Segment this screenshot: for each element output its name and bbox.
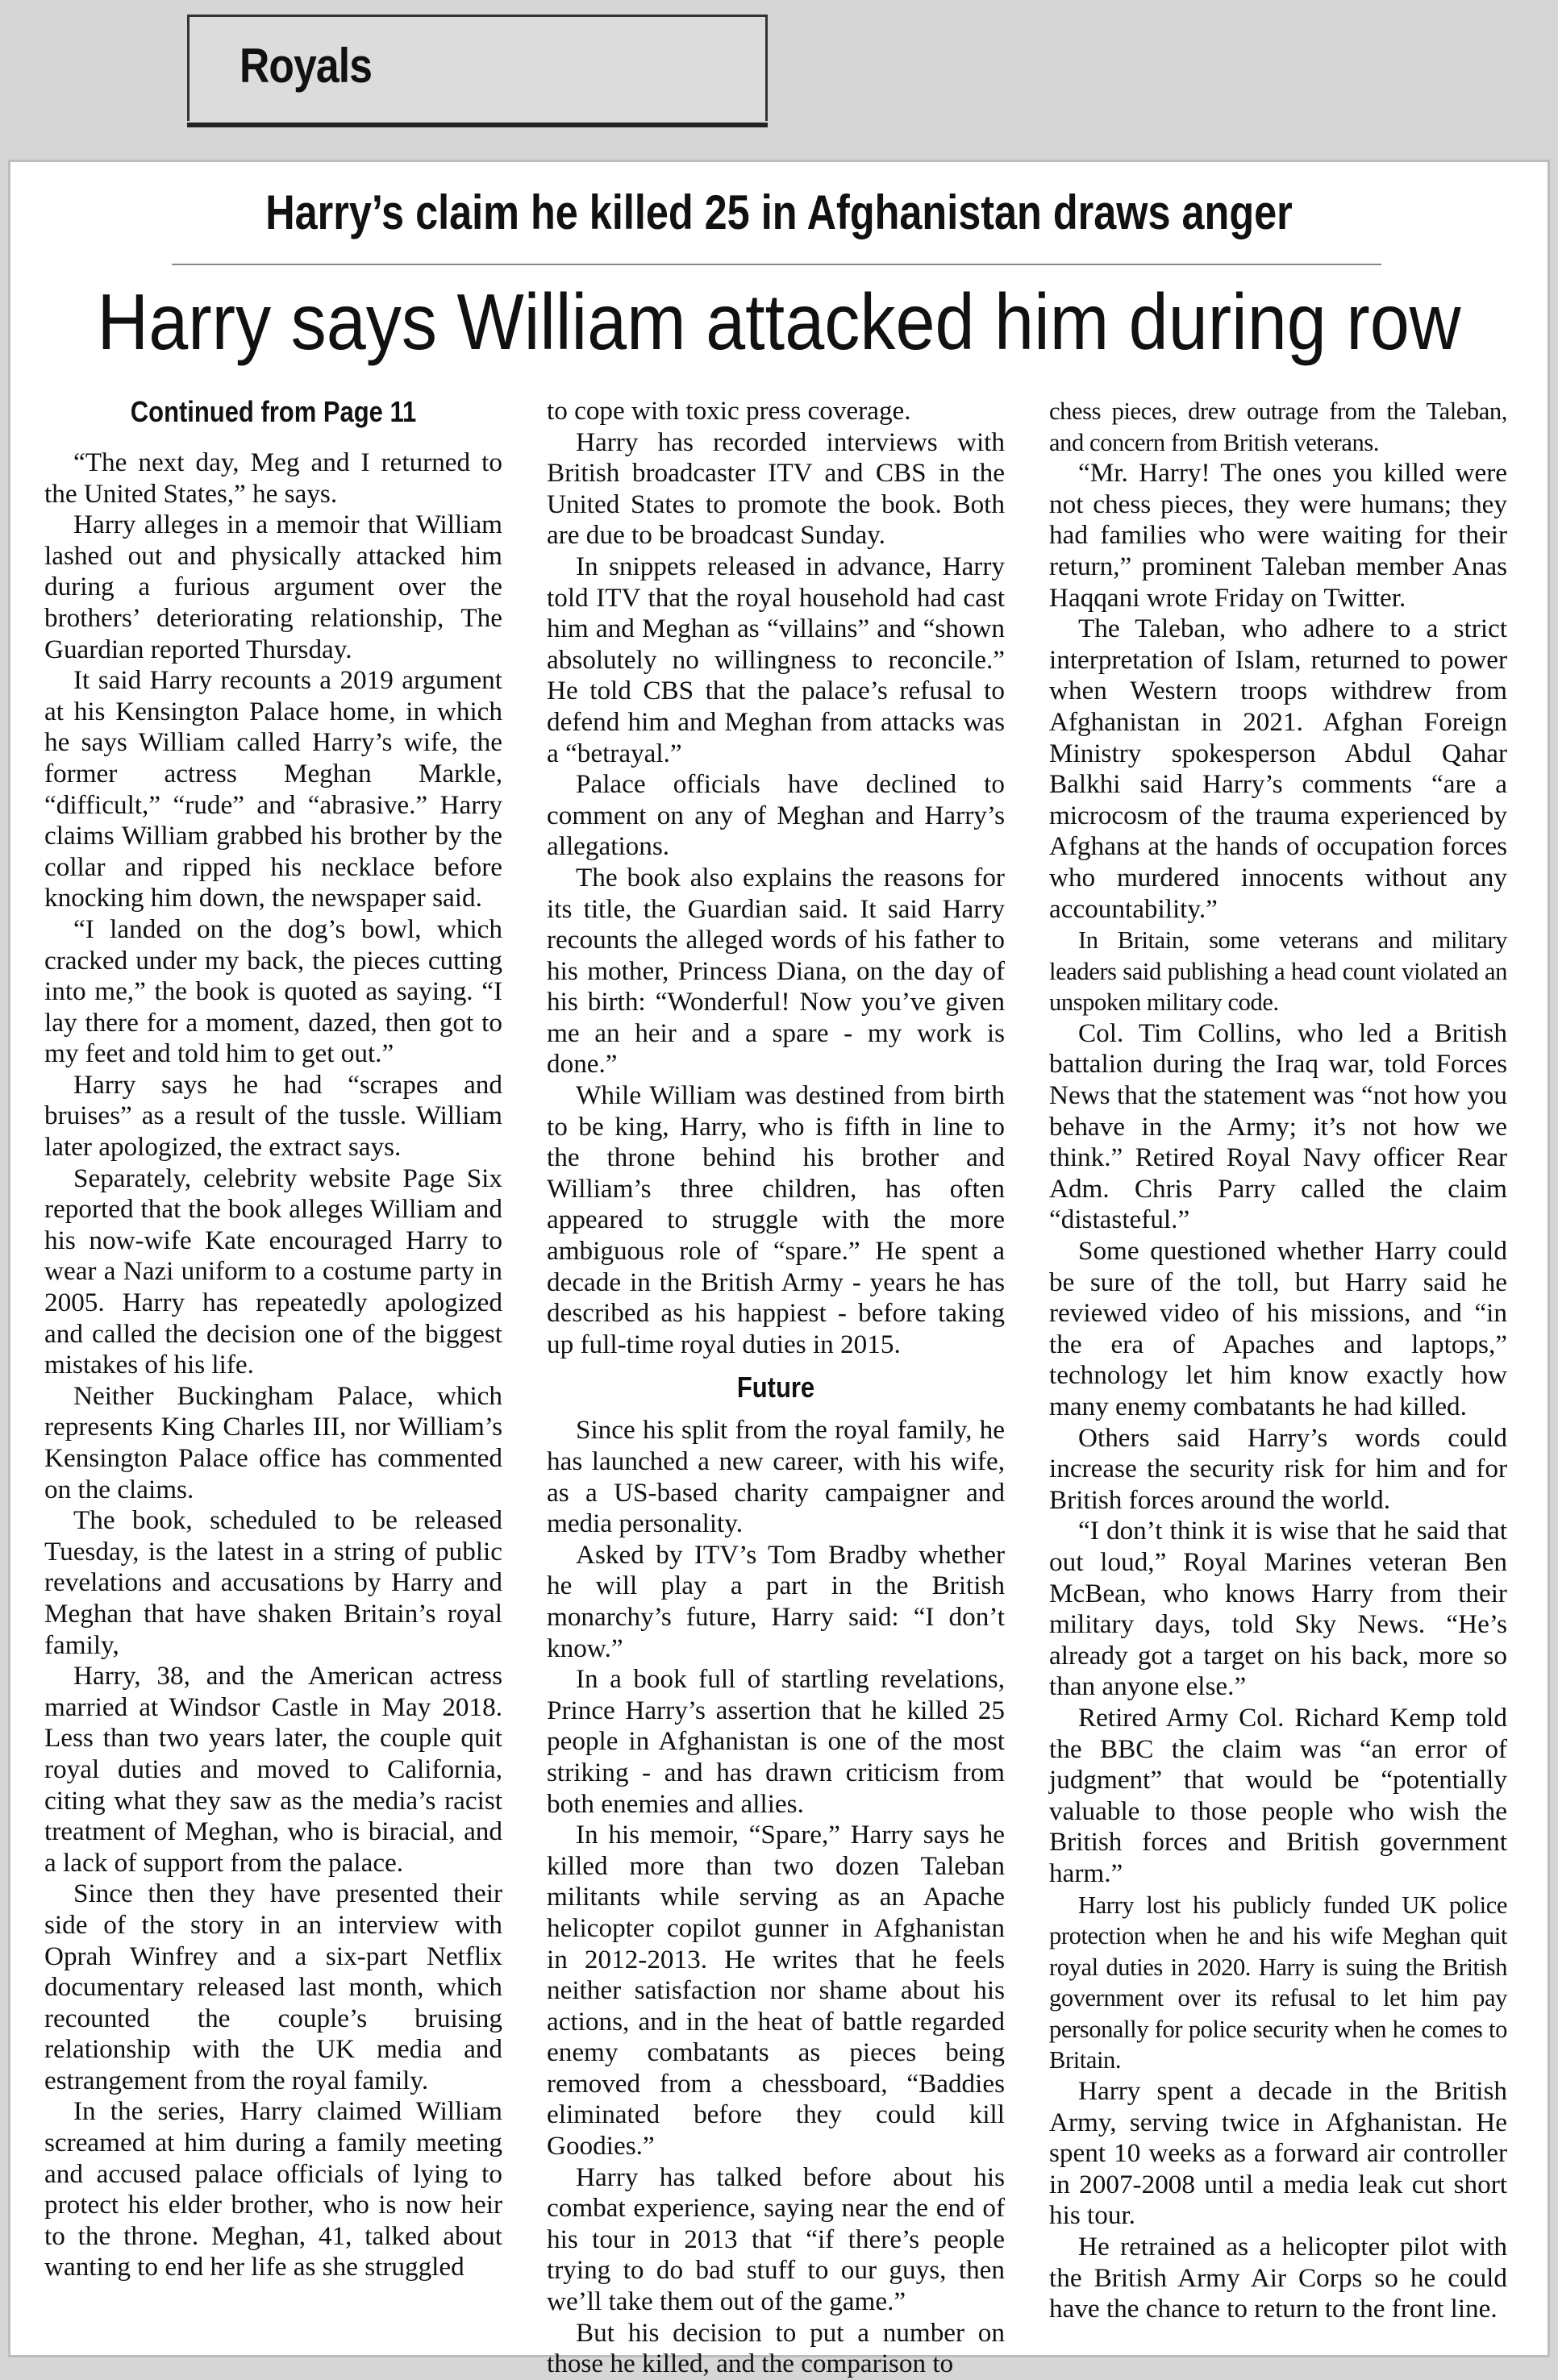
article-paragraph: Harry, 38, and the American actress married at Windsor Castle in May 2018. Less than two years later, the couple quit royal duties and moved to California, citing what they saw as the media’s racist treatment of Meghan, who is biracial, and a lack of support from the palace. — [44, 1661, 502, 1878]
article-paragraph: Harry spent a decade in the British Army, serving twice in Afghanistan. He spent 10 weeks as a forward air controller in 2007-2008 until a media leak cut short his tour. — [1049, 2076, 1507, 2231]
article-paragraph: The Taleban, who adhere to a strict interpretation of Islam, returned to power when Western troops withdrew from Afghanistan in 2021. Afghan Foreign Ministry spokesperson Abdul Qahar Balkhi said Harry’s comments “are a microcosm of the trauma experienced by Afghans at the hands of occupation forces who murdered innocents without any accountability.” — [1049, 614, 1507, 924]
article-paragraph: Harry has talked before about his combat experience, saying near the end of his tour in 2013 that “if there’s people trying to do bad stuff to our guys, then we’ll take them out of the game.” — [547, 2162, 1005, 2317]
article-paragraph: The book, scheduled to be released Tuesday, is the latest in a string of public revelations and accusations by Harry and Meghan that have shaken Britain’s royal family, — [44, 1505, 502, 1660]
section-tab — [187, 15, 768, 121]
section-label: Royals — [240, 39, 373, 93]
article-paragraph: to cope with toxic press coverage. — [547, 396, 911, 426]
future-subhead: Future — [736, 1371, 815, 1404]
article-paragraph: In a book full of startling revelations, Prince Harry’s assertion that he killed 25 people in Afghanistan is one of the most striking - and has drawn criticism from both enemies and allies. — [547, 1664, 1005, 1819]
article-paragraph: Harry has recorded interviews with British broadcaster ITV and CBS in the United States to promote the book. Both are due to be broadcast Sunday. — [547, 426, 1005, 551]
article-paragraph: Separately, celebrity website Page Six reported that the book alleges William and his now-wife Kate encouraged Harry to wear a Nazi uniform to a costume party in 2005. Harry has repeatedly apologized and called the decision one of the biggest mistakes of his life. — [44, 1163, 502, 1380]
article-paragraph: Harry alleges in a memoir that William lashed out and physically attacked him during a furious argument over the brothers’ deteriorating relationship, The Guardian reported Thursday. — [44, 510, 502, 664]
article-paragraph: Palace officials have declined to comment on any of Meghan and Harry’s allegations. — [547, 769, 1005, 862]
article-paragraph: Asked by ITV’s Tom Bradby whether he will play a part in the British monarchy’s future, Harry said: “I don’t know.” — [547, 1539, 1005, 1663]
article-paragraph: He retrained as a helicopter pilot with the British Army Air Corps so he could have the chance to return to the front line. — [1049, 2232, 1507, 2324]
article-panel — [8, 160, 1550, 2379]
article-paragraph: Since his split from the royal family, he has launched a new career, with his wife, as a US-based charity campaigner and media personality. — [547, 1415, 1005, 1539]
article-paragraph: Retired Army Col. Richard Kemp told the BBC the claim was “an error of judgment” that would be “potentially valuable to those people who wish the British forces and British government harm.” — [1049, 1702, 1507, 1888]
article-paragraph: In Britain, some veterans and military leaders said publishing a head count violated an unspoken military code. — [1049, 926, 1507, 1017]
continued-label: Continued from Page 11 — [130, 395, 417, 428]
article-paragraph: In his memoir, “Spare,” Harry says he killed more than two dozen Taleban militants while serving as an Apache helicopter copilot gunner in Afghanistan in 2012-2013. He writes that he feels neither satisfaction nor shame about his actions, and in the heat of battle regarded enemy combatants as pieces being removed from a chessboard, “Baddies eliminated before they could kill Goodies.” — [547, 1820, 1005, 2162]
article-paragraph: “The next day, Meg and I returned to the United States,” he says. — [44, 447, 502, 509]
article-paragraph: But his decision to put a number on those he killed, and the comparison to — [547, 2317, 1005, 2379]
article-paragraph: “I landed on the dog’s bowl, which cracked under my back, the pieces cutting into me,” the book is quoted as saying. “I lay there for a moment, dazed, then got to my feet and told him to get out.” — [44, 913, 502, 1069]
column-2-body-bottom — [547, 1415, 1005, 2379]
article-column-1 — [44, 396, 502, 2283]
article-paragraph: In snippets released in advance, Harry told ITV that the royal household had cast him and Meghan as “villains” and “shown absolutely no willingness to reconcile.” He told CBS that the palace’s refusal to defend him and Meghan from attacks was a “betrayal.” — [547, 551, 1005, 768]
column-3-body — [1049, 396, 1507, 2325]
article-paragraph: It said Harry recounts a 2019 argument at his Kensington Palace home, in which he says William called Harry’s wife, the former actress Meghan Markle, “difficult,” “rude” and “abrasive.” Harry claims William grabbed his brother by the collar and ripped his necklace before knocking him down, the newspaper said. — [44, 665, 502, 913]
article-column-3 — [1049, 396, 1507, 2325]
column-2-body-top — [547, 396, 1005, 1360]
article-paragraph: In the series, Harry claimed William screamed at him during a family meeting and accused palace officials of lying to protect his elder brother, who is now heir to the throne. Meghan, 41, talked about wanting to end her life as she struggled — [44, 2096, 502, 2282]
section-rule — [187, 123, 768, 127]
article-paragraph: The book also explains the reasons for its title, the Guardian said. It said Harry recounts the alleged words of his father to his mother, Princess Diana, on the day of his birth: “Wonderful! Now you’ve given me an heir and a spare - my work is done.” — [547, 862, 1005, 1080]
article-paragraph: Since then they have presented their side of the story in an interview with Oprah Winfrey and a six-part Netflix documentary released last month, which recounted the couple’s bruising relationship with the UK media and estrangement from the royal family. — [44, 1879, 502, 2095]
kicker-rule — [172, 264, 1381, 265]
article-paragraph: “I don’t think it is wise that he said that out loud,” Royal Marines veteran Ben McBean, who knows Harry from their military days, told Sky News. “He’s already got a target on his back, more so than anyone else.” — [1049, 1516, 1507, 1702]
article-paragraph: Col. Tim Collins, who led a British battalion during the Iraq war, told Forces News that the statement was “not how you behave in the Army; it’s not how we think.” Retired Royal Navy officer Rear Adm. Chris Parry called the claim “distasteful.” — [1049, 1017, 1507, 1235]
column-1-body — [44, 447, 502, 2283]
article-paragraph: Neither Buckingham Palace, which represents King Charles III, nor William’s Kensington Palace office has commented on the claims. — [44, 1380, 502, 1504]
article-paragraph: Some questioned whether Harry could be sure of the toll, but Harry said he reviewed video of his missions, and “in the era of Apaches and laptops,” technology let him know exactly how many enemy combatants he had killed. — [1049, 1236, 1507, 1421]
article-column-2 — [547, 396, 1005, 2380]
article-paragraph: Others said Harry’s words could increase the security risk for him and for British forces around the world. — [1049, 1422, 1507, 1515]
article-paragraph: Harry says he had “scrapes and bruises” as a result of the tussle. William later apologized, the extract says. — [44, 1069, 502, 1163]
article-paragraph: Harry lost his publicly funded UK police protection when he and his wife Meghan quit royal duties in 2020. Harry is suing the British government over its refusal to let him pay personally for police security when he comes to Britain. — [1049, 1891, 1507, 2074]
article-paragraph: “Mr. Harry! The ones you killed were not chess pieces, they were humans; they had families who were waiting for their return,” prominent Taleban member Anas Haqqani wrote Friday on Twitter. — [1049, 458, 1507, 613]
article-paragraph: chess pieces, drew outrage from the Taleban, and concern from British veterans. — [1049, 397, 1507, 456]
article-paragraph: While William was destined from birth to be king, Harry, who is fifth in line to the throne behind his brother and William’s three children, has often appeared to struggle with the more ambiguous role of “spare.” He spent a decade in the British Army - years he has described as his happiest - before taking up full-time royal duties in 2015. — [547, 1080, 1005, 1359]
article-headline: Harry says William attacked him during row — [97, 277, 1461, 366]
article-kicker: Harry’s claim he killed 25 in Afghanistan draws anger — [265, 185, 1293, 239]
